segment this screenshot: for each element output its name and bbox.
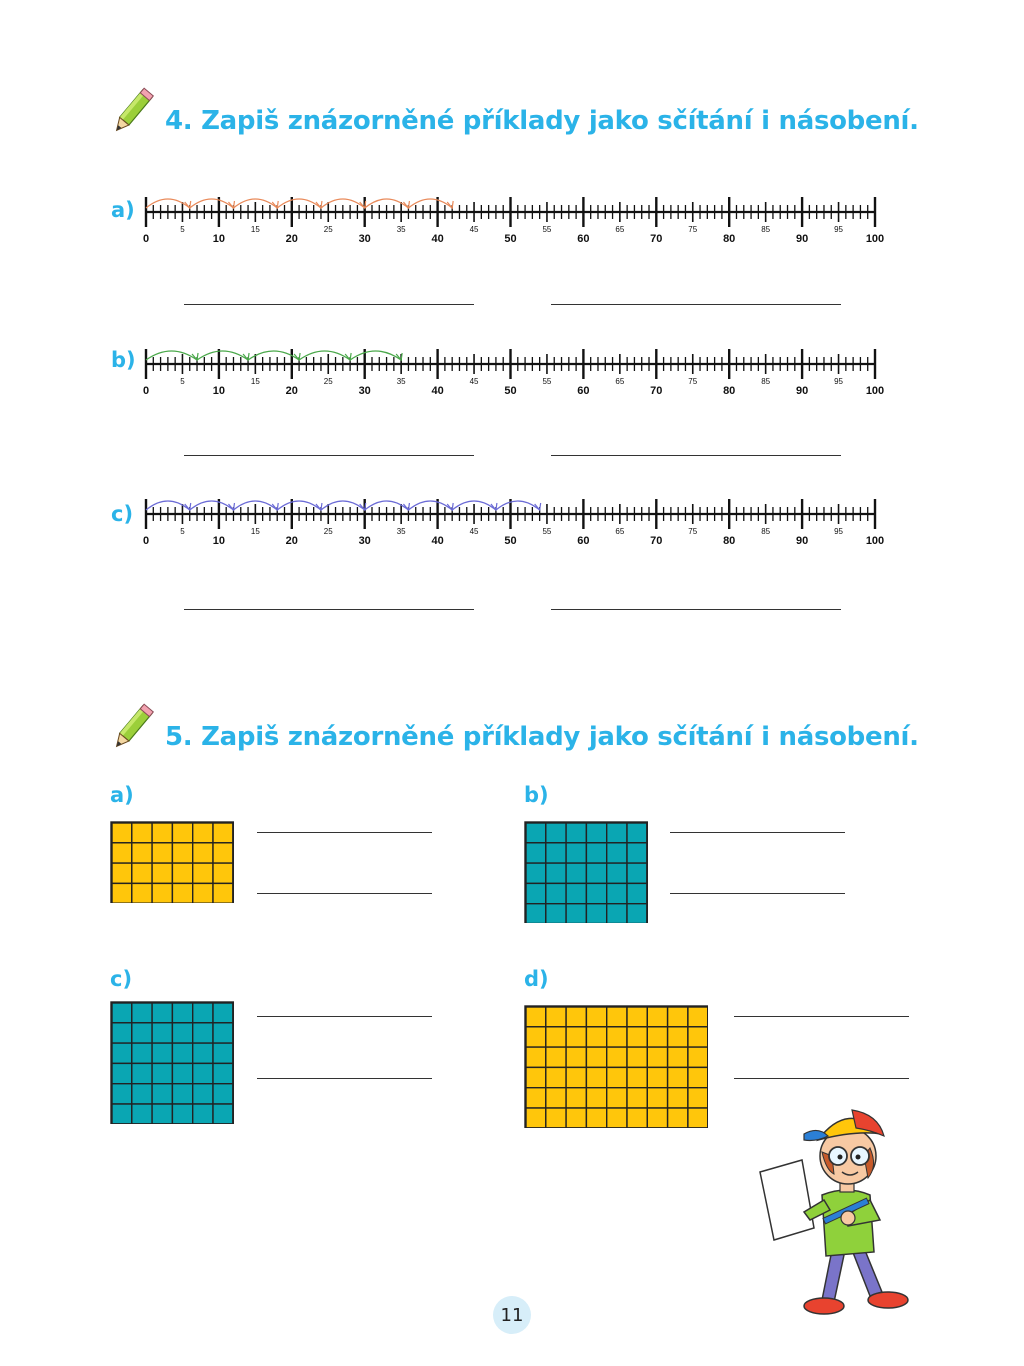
tick-label-major: 90: [795, 385, 809, 397]
tick-label-major: 80: [723, 535, 736, 547]
grid-cell: [213, 1063, 233, 1083]
grid-cell: [607, 1007, 627, 1027]
grid-cell: [152, 863, 172, 883]
grid-cell: [647, 1067, 667, 1087]
grid-cell: [566, 1067, 586, 1087]
grid-cell: [152, 1084, 172, 1104]
answer-line-grid-b-multiplication[interactable]: [670, 893, 845, 894]
grid-cell: [647, 1027, 667, 1047]
grid-d: [524, 1005, 708, 1128]
grid-cell: [627, 1088, 647, 1108]
answer-line-a-multiplication[interactable]: [551, 304, 841, 305]
tick-label-minor: 65: [615, 527, 625, 536]
grid-cell: [586, 904, 606, 923]
grid-cell: [668, 1088, 688, 1108]
grid-cell: [566, 1047, 586, 1067]
grid-cell: [546, 1088, 566, 1108]
grid-cell: [627, 843, 647, 863]
tick-label-minor: 35: [396, 225, 406, 234]
grid-cell: [607, 1027, 627, 1047]
grid-cell: [566, 1007, 586, 1027]
answer-line-c-multiplication[interactable]: [551, 609, 841, 610]
grid-cell: [607, 823, 627, 843]
grid-cell: [627, 883, 647, 903]
grid-cell: [112, 1084, 132, 1104]
tick-label-major: 50: [504, 385, 517, 397]
grid-cell: [112, 843, 132, 863]
task-5-title: 5. Zapiš znázorněné příklady jako sčítání i násobení.: [165, 722, 919, 752]
tick-label-minor: 15: [250, 527, 260, 536]
grid-cell: [526, 1108, 546, 1128]
tick-label-major: 80: [723, 385, 736, 397]
grid-cell: [172, 1104, 192, 1124]
tick-label-minor: 95: [834, 527, 844, 536]
grid-cell: [688, 1047, 708, 1067]
tick-label-major: 10: [212, 233, 226, 245]
tick-label-minor: 75: [688, 377, 698, 386]
grid-cell: [566, 1108, 586, 1128]
grid-cell: [546, 1067, 566, 1087]
answer-line-grid-c-addition[interactable]: [257, 1016, 432, 1017]
grid-cell: [193, 1043, 213, 1063]
grid-cell: [586, 1027, 606, 1047]
grid-cell: [193, 883, 213, 903]
grid-cell: [152, 843, 172, 863]
grid-cell: [688, 1088, 708, 1108]
answer-line-grid-b-addition[interactable]: [670, 832, 845, 833]
grid-cell: [193, 1084, 213, 1104]
tick-label-major: 70: [650, 535, 663, 547]
grid-cell: [668, 1108, 688, 1128]
tick-label-major: 60: [577, 233, 590, 245]
grid-cell: [132, 863, 152, 883]
grid-cell: [526, 863, 546, 883]
grid-cell: [668, 1047, 688, 1067]
grid-cell: [213, 1104, 233, 1124]
tick-label-minor: 45: [469, 225, 479, 234]
grid-cell: [213, 823, 233, 843]
tick-label-minor: 5: [180, 225, 185, 234]
grid-cell: [546, 883, 566, 903]
grid-cell: [546, 843, 566, 863]
grid-cell: [566, 843, 586, 863]
tick-label-major: 0: [142, 535, 150, 547]
tick-label-minor: 85: [761, 527, 771, 536]
grid-cell: [688, 1067, 708, 1087]
grid-cell: [213, 843, 233, 863]
grid-cell: [526, 883, 546, 903]
grid-cell: [213, 1084, 233, 1104]
answer-line-b-addition[interactable]: [184, 455, 474, 456]
tick-label-minor: 15: [250, 377, 260, 386]
answer-line-c-addition[interactable]: [184, 609, 474, 610]
grid-cell: [627, 1067, 647, 1087]
tick-label-minor: 5: [180, 377, 185, 386]
grid-cell: [112, 1023, 132, 1043]
grid-cell: [213, 1043, 233, 1063]
grid-cell: [172, 1063, 192, 1083]
number-line-a: [132, 180, 902, 250]
grid-cell: [627, 1007, 647, 1027]
grid-b: [524, 821, 648, 923]
tick-label-major: 30: [358, 385, 371, 397]
tick-label-major: 80: [723, 233, 736, 245]
grid-cell: [566, 823, 586, 843]
tick-label-major: 40: [431, 535, 444, 547]
grid-cell: [566, 863, 586, 883]
ruler-b-label: b): [111, 348, 136, 372]
tick-label-minor: 25: [323, 377, 333, 386]
grid-cell: [586, 863, 606, 883]
grid-cell: [607, 883, 627, 903]
grid-cell: [152, 1003, 172, 1023]
tick-label-major: 90: [795, 233, 809, 245]
grid-cell: [112, 863, 132, 883]
answer-line-grid-c-multiplication[interactable]: [257, 1078, 432, 1079]
grid-cell: [627, 863, 647, 883]
grid-cell: [193, 843, 213, 863]
tick-label-minor: 75: [688, 225, 698, 234]
tick-label-major: 100: [865, 385, 885, 397]
grid-b-label: b): [524, 783, 549, 807]
grid-c: [110, 1001, 234, 1124]
grid-cell: [526, 1067, 546, 1087]
tick-label-major: 30: [358, 233, 371, 245]
grid-cell: [193, 1104, 213, 1124]
grid-cell: [526, 1027, 546, 1047]
tick-label-major: 60: [577, 535, 590, 547]
grid-cell: [213, 883, 233, 903]
grid-cell: [152, 1023, 172, 1043]
tick-label-major: 20: [285, 385, 298, 397]
grid-cell: [526, 904, 546, 923]
grid-cell: [112, 1003, 132, 1023]
tick-label-minor: 95: [834, 225, 844, 234]
tick-label-major: 60: [577, 385, 590, 397]
tick-label-major: 0: [142, 233, 150, 245]
grid-cell: [172, 1084, 192, 1104]
grid-cell: [668, 1007, 688, 1027]
grid-cell: [132, 883, 152, 903]
grid-cell: [668, 1027, 688, 1047]
grid-cell: [152, 883, 172, 903]
grid-cell: [688, 1007, 708, 1027]
tick-label-major: 50: [504, 233, 517, 245]
tick-label-major: 90: [795, 535, 809, 547]
grid-cell: [566, 1027, 586, 1047]
tick-label-minor: 95: [834, 377, 844, 386]
grid-cell: [647, 1047, 667, 1067]
grid-d-label: d): [524, 967, 549, 991]
grid-cell: [586, 1108, 606, 1128]
grid-cell: [586, 1067, 606, 1087]
grid-cell: [112, 1063, 132, 1083]
tick-label-major: 70: [650, 385, 663, 397]
grid-cell: [647, 1007, 667, 1027]
tick-label-major: 100: [865, 535, 885, 547]
tick-label-minor: 65: [615, 377, 625, 386]
tick-label-major: 30: [358, 535, 371, 547]
grid-cell: [627, 1047, 647, 1067]
grid-cell: [132, 1063, 152, 1083]
boy-with-paper-illustration: [752, 1100, 932, 1330]
tick-label-minor: 55: [542, 527, 552, 536]
grid-cell: [193, 1063, 213, 1083]
grid-cell: [586, 823, 606, 843]
grid-cell: [566, 1088, 586, 1108]
answer-line-grid-d-multiplication[interactable]: [734, 1078, 909, 1079]
answer-line-b-multiplication[interactable]: [551, 455, 841, 456]
tick-label-minor: 25: [323, 527, 333, 536]
tick-label-minor: 5: [180, 527, 185, 536]
grid-cell: [193, 863, 213, 883]
grid-cell: [132, 843, 152, 863]
tick-label-minor: 85: [761, 377, 771, 386]
grid-cell: [152, 1104, 172, 1124]
grid-cell: [132, 1043, 152, 1063]
tick-label-minor: 15: [250, 225, 260, 234]
grid-cell: [607, 1047, 627, 1067]
grid-cell: [546, 863, 566, 883]
grid-cell: [546, 1047, 566, 1067]
grid-cell: [526, 1007, 546, 1027]
grid-cell: [647, 1108, 667, 1128]
grid-cell: [546, 1108, 566, 1128]
grid-cell: [586, 883, 606, 903]
answer-line-a-addition[interactable]: [184, 304, 474, 305]
answer-line-grid-a-multiplication[interactable]: [257, 893, 432, 894]
grid-cell: [627, 823, 647, 843]
grid-cell: [546, 823, 566, 843]
page-number: 11: [493, 1296, 531, 1334]
tick-label-minor: 85: [761, 225, 771, 234]
grid-cell: [688, 1108, 708, 1128]
grid-cell: [132, 1084, 152, 1104]
tick-label-major: 10: [212, 385, 226, 397]
grid-cell: [112, 823, 132, 843]
tick-label-major: 70: [650, 233, 663, 245]
grid-cell: [172, 883, 192, 903]
grid-cell: [526, 823, 546, 843]
grid-cell: [172, 843, 192, 863]
answer-line-grid-d-addition[interactable]: [734, 1016, 909, 1017]
grid-cell: [586, 843, 606, 863]
tick-label-minor: 65: [615, 225, 625, 234]
grid-cell: [172, 863, 192, 883]
grid-cell: [526, 843, 546, 863]
tick-label-minor: 55: [542, 377, 552, 386]
grid-cell: [526, 1047, 546, 1067]
grid-cell: [112, 1104, 132, 1124]
grid-cell: [586, 1007, 606, 1027]
grid-cell: [546, 904, 566, 923]
grid-a: [110, 821, 234, 903]
number-line-c: [132, 482, 902, 552]
tick-label-minor: 35: [396, 377, 406, 386]
grid-cell: [607, 1067, 627, 1087]
grid-cell: [172, 1043, 192, 1063]
grid-cell: [566, 883, 586, 903]
number-line-b: [132, 332, 902, 402]
grid-cell: [132, 1104, 152, 1124]
grid-cell: [668, 1067, 688, 1087]
grid-cell: [546, 1027, 566, 1047]
grid-a-label: a): [110, 783, 134, 807]
grid-cell: [132, 1023, 152, 1043]
grid-cell: [566, 904, 586, 923]
tick-label-major: 40: [431, 385, 444, 397]
grid-cell: [526, 1088, 546, 1108]
tick-label-minor: 25: [323, 225, 333, 234]
tick-label-major: 20: [285, 233, 298, 245]
grid-cell: [112, 1043, 132, 1063]
grid-cell: [112, 883, 132, 903]
grid-cell: [193, 823, 213, 843]
tick-label-major: 10: [212, 535, 226, 547]
tick-label-minor: 75: [688, 527, 698, 536]
ruler-c-label: c): [111, 502, 134, 526]
grid-cell: [607, 1088, 627, 1108]
grid-cell: [586, 1047, 606, 1067]
grid-cell: [213, 1003, 233, 1023]
tick-label-major: 40: [431, 233, 444, 245]
grid-cell: [152, 1043, 172, 1063]
grid-cell: [647, 1088, 667, 1108]
grid-cell: [688, 1027, 708, 1047]
grid-cell: [172, 823, 192, 843]
tick-label-minor: 55: [542, 225, 552, 234]
pencil-icon: [106, 702, 158, 754]
grid-cell: [627, 1108, 647, 1128]
grid-cell: [193, 1023, 213, 1043]
grid-cell: [193, 1003, 213, 1023]
pencil-icon: [106, 86, 158, 138]
grid-cell: [586, 1088, 606, 1108]
grid-cell: [213, 1023, 233, 1043]
grid-cell: [607, 1108, 627, 1128]
grid-cell: [546, 1007, 566, 1027]
tick-label-major: 0: [142, 385, 150, 397]
grid-cell: [607, 904, 627, 923]
tick-label-minor: 35: [396, 527, 406, 536]
grid-cell: [132, 823, 152, 843]
tick-label-major: 20: [285, 535, 298, 547]
tick-label-minor: 45: [469, 377, 479, 386]
grid-cell: [607, 843, 627, 863]
grid-cell: [607, 863, 627, 883]
ruler-a-label: a): [111, 198, 135, 222]
grid-cell: [172, 1003, 192, 1023]
grid-c-label: c): [110, 967, 133, 991]
grid-cell: [213, 863, 233, 883]
grid-cell: [132, 1003, 152, 1023]
grid-cell: [172, 1023, 192, 1043]
tick-label-minor: 45: [469, 527, 479, 536]
answer-line-grid-a-addition[interactable]: [257, 832, 432, 833]
tick-label-major: 50: [504, 535, 517, 547]
grid-cell: [627, 1027, 647, 1047]
tick-label-major: 100: [865, 233, 885, 245]
grid-cell: [152, 823, 172, 843]
grid-cell: [152, 1063, 172, 1083]
task-4-title: 4. Zapiš znázorněné příklady jako sčítání i násobení.: [165, 106, 919, 136]
grid-cell: [627, 904, 647, 923]
